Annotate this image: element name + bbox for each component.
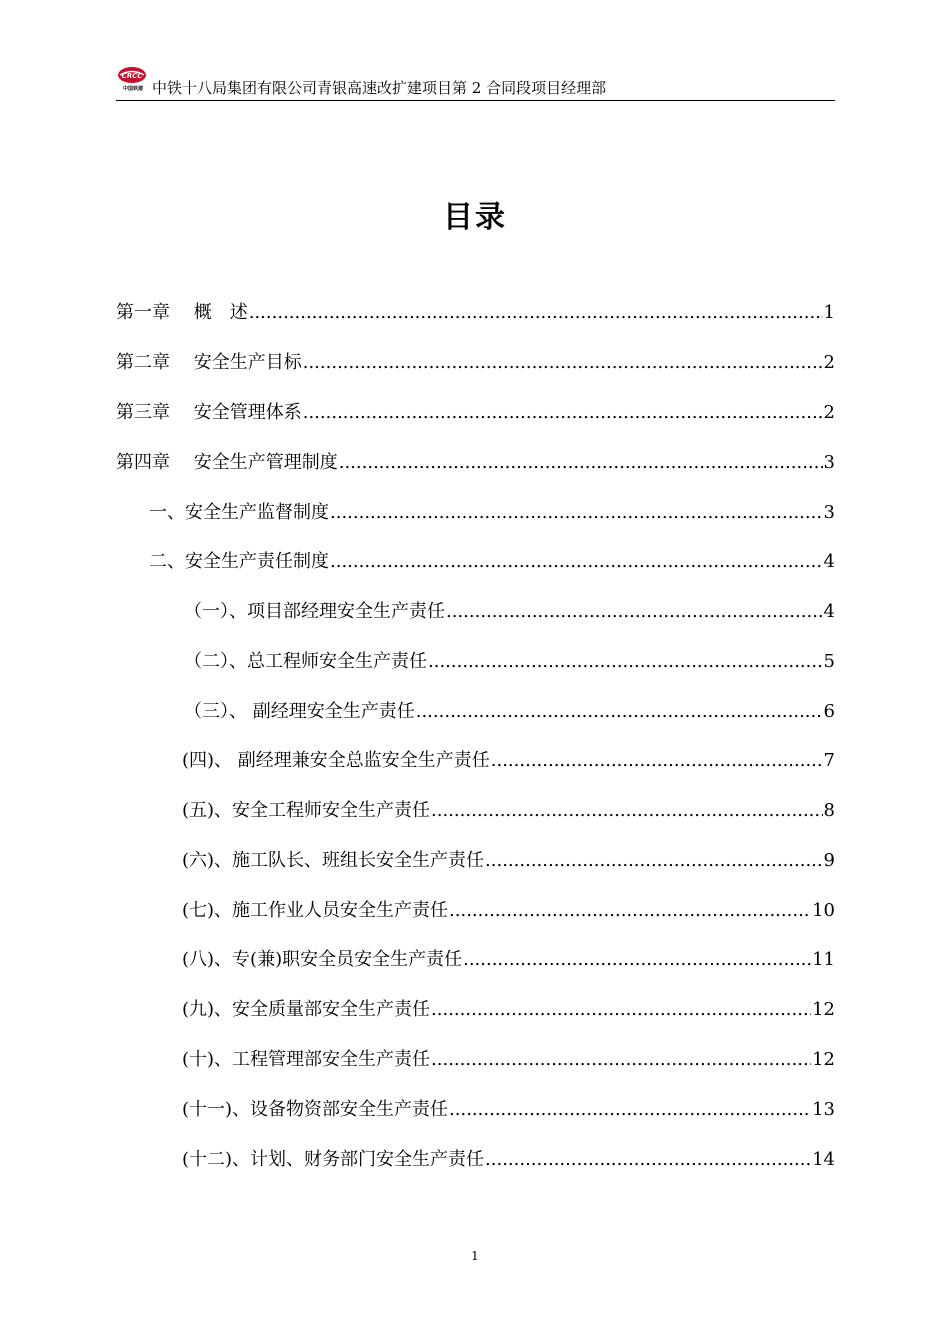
toc-entry[interactable]: [116, 300, 835, 326]
toc-page-number: 3: [823, 452, 835, 473]
toc-entry[interactable]: [182, 1147, 835, 1173]
toc-entry-text: (四)、 副经理兼安全总监安全生产责任: [182, 750, 490, 771]
toc-entry-text: 第二章 安全生产目标: [116, 352, 302, 373]
toc-page-number: 7: [823, 750, 835, 771]
toc-entry-text: (五)、安全工程师安全生产责任: [182, 800, 431, 821]
toc-entry-text: (十一)、设备物资部安全生产责任: [182, 1099, 449, 1120]
document-title: 目录: [443, 200, 507, 235]
toc-dot-leader: [431, 997, 811, 1023]
toc-entry-text: 第四章 安全生产管理制度: [116, 452, 338, 473]
toc-page-number: 10: [812, 900, 835, 921]
toc-entry[interactable]: [149, 500, 835, 526]
toc-entry[interactable]: [116, 450, 835, 476]
toc-page-number: 8: [823, 800, 835, 821]
toc-page-number: 6: [823, 701, 835, 722]
toc-dot-leader: [428, 649, 823, 675]
toc-entry[interactable]: [182, 1097, 835, 1123]
toc-page-number: 3: [823, 502, 835, 523]
toc-entry-text: (十二)、计划、财务部门安全生产责任: [182, 1149, 485, 1170]
page-header: [116, 66, 835, 101]
toc-entry-text: (六)、施工队长、班组长安全生产责任: [182, 850, 485, 871]
toc-entry-text: (八)、专(兼)职安全员安全生产责任: [182, 949, 463, 970]
toc-entry-text: 二、安全生产责任制度: [149, 551, 329, 572]
toc-page-number: 12: [812, 999, 835, 1020]
toc-entry[interactable]: [116, 400, 835, 426]
toc-entry[interactable]: [182, 798, 835, 824]
toc-entry[interactable]: [182, 748, 835, 774]
toc-dot-leader: [449, 898, 811, 924]
toc-dot-leader: [491, 748, 823, 774]
toc-page-number: 5: [823, 651, 835, 672]
toc-page-number: 13: [812, 1099, 835, 1120]
toc-entry[interactable]: [184, 699, 835, 725]
toc-entry-text: 第一章 概 述: [116, 302, 248, 323]
toc-entry-text: 一、安全生产监督制度: [149, 502, 329, 523]
toc-entry[interactable]: [184, 599, 835, 625]
toc-dot-leader: [431, 1047, 811, 1073]
toc-dot-leader: [303, 400, 823, 426]
logo-caption: 中国铁建: [122, 86, 143, 92]
toc-dot-leader: [449, 1097, 811, 1123]
toc-dot-leader: [339, 450, 823, 476]
toc-entry[interactable]: [182, 1047, 835, 1073]
toc-entry[interactable]: [182, 947, 835, 973]
toc-entry[interactable]: [149, 549, 835, 575]
toc-dot-leader: [330, 500, 823, 526]
toc-dot-leader: [485, 1147, 811, 1173]
toc-page-number: 2: [823, 402, 835, 423]
toc-entry[interactable]: [182, 848, 835, 874]
toc-entry[interactable]: [184, 649, 835, 675]
toc-page-number: 12: [812, 1049, 835, 1070]
toc-entry[interactable]: [182, 997, 835, 1023]
toc-entry[interactable]: [182, 898, 835, 924]
toc-dot-leader: [330, 549, 823, 575]
toc-entry-text: (十)、工程管理部安全生产责任: [182, 1049, 431, 1070]
toc-entry-text: （二）、总工程师安全生产责任: [184, 651, 427, 672]
toc-entry-text: (七)、施工作业人员安全生产责任: [182, 900, 449, 921]
toc-dot-leader: [431, 798, 823, 824]
toc-entry-text: (九)、安全质量部安全生产责任: [182, 999, 431, 1020]
toc-entry-text: （一）、项目部经理安全生产责任: [184, 601, 445, 622]
toc-dot-leader: [416, 699, 823, 725]
header-title: 中铁十八局集团有限公司青银高速改扩建项目第 2 合同段项目经理部: [152, 79, 607, 97]
toc-page-number: 4: [823, 551, 835, 572]
toc-dot-leader: [249, 300, 823, 326]
toc-page-number: 4: [823, 601, 835, 622]
toc-dot-leader: [446, 599, 823, 625]
svg-text:CRCC: CRCC: [121, 72, 143, 80]
toc-page-number: 1: [823, 302, 835, 323]
toc-entry-text: 第三章 安全管理体系: [116, 402, 302, 423]
toc-entry[interactable]: [116, 350, 835, 376]
toc-page-number: 11: [812, 949, 835, 970]
toc-page-number: 9: [823, 850, 835, 871]
toc-dot-leader: [485, 848, 823, 874]
toc-dot-leader: [303, 350, 823, 376]
toc-page-number: 2: [823, 352, 835, 373]
toc-dot-leader: [463, 947, 811, 973]
toc-page-number: 14: [812, 1149, 835, 1170]
page-number: 1: [471, 1249, 479, 1263]
toc-entry-text: （三）、 副经理安全生产责任: [184, 701, 415, 722]
